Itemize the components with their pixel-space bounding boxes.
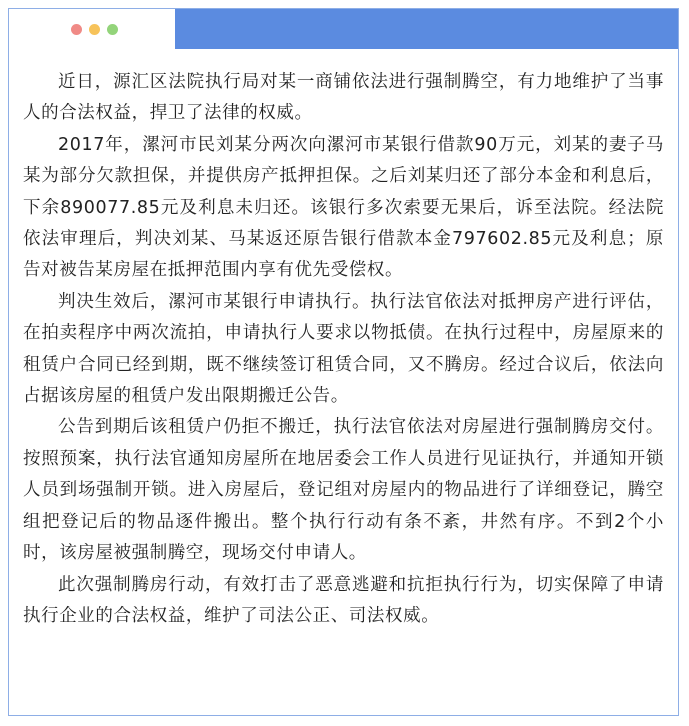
article-card <box>8 8 679 716</box>
article-paragraph: 判决生效后，漯河市某银行申请执行。执行法官依法对抵押房产进行评估，在拍卖程序中两次流拍，申请执行人要求以物抵债。在执行过程中，房屋原来的租赁户合同已经到期，既不继续签订租赁合同，又不腾房。经过合议后，依法向占据该房屋的租赁户发出限期搬迁公告。 <box>23 291 664 407</box>
window-titlebar <box>9 9 678 49</box>
article-paragraph: 公告到期后该租赁户仍拒不搬迁，执行法官依法对房屋进行强制腾房交付。按照预案，执行法官通知房屋所在地居委会工作人员进行见证执行，并通知开锁人员到场强制开锁。进入房屋后，登记组对房屋内的物品进行了详细登记，腾空组把登记后的物品逐件搬出。整个执行行动有条不紊，井然有序。不到2个小时，该房屋被强制腾空，现场交付申请人。 <box>23 417 664 564</box>
article-paragraph: 近日，源汇区法院执行局对某一商铺依法进行强制腾空，有力地维护了当事人的合法权益，捍卫了法律的权威。 <box>23 72 664 124</box>
article-paragraph: 2017年，漯河市民刘某分两次向漯河市某银行借款90万元，刘某的妻子马某为部分欠款担保，并提供房产抵押担保。之后刘某归还了部分本金和利息后，下余890077.85元及利息未归还。该银行多次索要无果后，诉至法院。经法院依法审理后，判决刘某、马某返还原告银行借款本金797602.85元及利息；原告对被告某房屋在抵押范围内享有优先受偿权。 <box>23 134 664 281</box>
close-dot-icon <box>71 24 82 35</box>
maximize-dot-icon <box>107 24 118 35</box>
article-paragraph: 此次强制腾房行动，有效打击了恶意逃避和抗拒执行行为，切实保障了申请执行企业的合法权益，维护了司法公正、司法权威。 <box>23 574 664 626</box>
titlebar-tab <box>9 9 175 49</box>
minimize-dot-icon <box>89 24 100 35</box>
article-body <box>23 67 664 632</box>
